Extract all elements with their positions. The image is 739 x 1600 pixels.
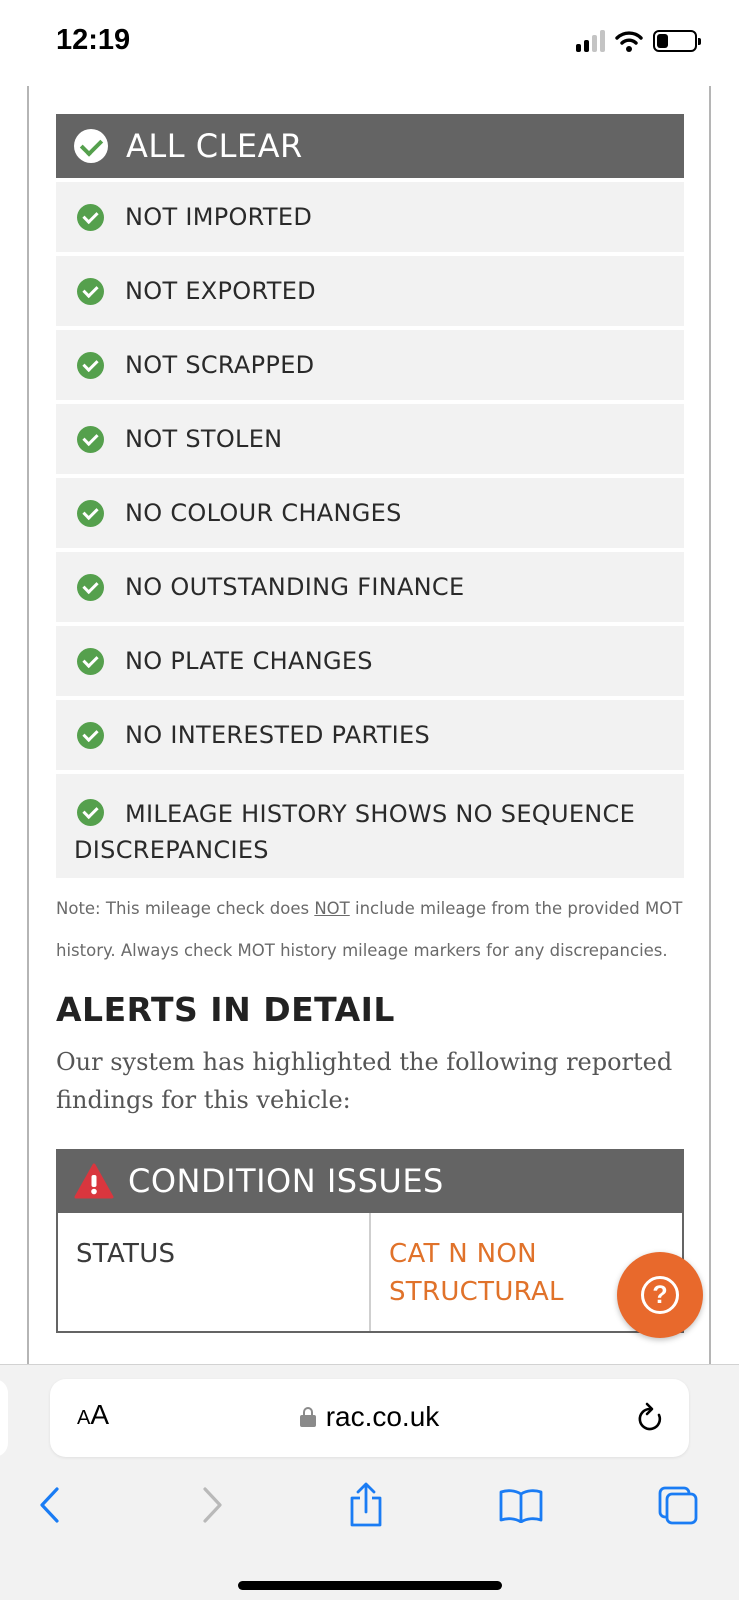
status-bar xyxy=(0,0,739,86)
share-icon xyxy=(347,1482,385,1528)
note-emphasis: NOT xyxy=(314,899,350,918)
check-circle-icon xyxy=(77,352,104,379)
status-label: STATUS xyxy=(58,1213,371,1331)
check-item-label: NO INTERESTED PARTIES xyxy=(125,721,431,749)
mileage-note xyxy=(56,888,684,972)
check-item-label: NOT STOLEN xyxy=(125,425,283,453)
address-bar[interactable] xyxy=(50,1379,689,1457)
check-item-label: NOT EXPORTED xyxy=(125,277,316,305)
status-value: CAT N NON STRUCTURAL xyxy=(389,1239,564,1307)
share-button[interactable] xyxy=(338,1477,394,1533)
check-item-no-colour-changes xyxy=(56,478,684,548)
check-item-label: NO PLATE CHANGES xyxy=(125,647,373,675)
back-button[interactable] xyxy=(22,1477,78,1533)
status-time: 12:19 xyxy=(56,24,131,56)
bookmarks-button[interactable] xyxy=(493,1477,549,1533)
all-clear-title: ALL CLEAR xyxy=(126,127,303,165)
alerts-title: ALERTS IN DETAIL xyxy=(56,990,395,1029)
check-item-label: NO OUTSTANDING FINANCE xyxy=(125,573,465,601)
page-content xyxy=(27,86,711,1364)
wifi-icon xyxy=(615,30,643,52)
battery-icon xyxy=(653,30,697,52)
check-item-label: MILEAGE HISTORY SHOWS NO SEQUENCE DISCREPANCIES xyxy=(74,800,636,864)
aa-big: A xyxy=(90,1399,110,1430)
lock-icon xyxy=(300,1407,316,1427)
check-item-not-scrapped xyxy=(56,330,684,400)
aa-small: A xyxy=(77,1407,91,1429)
check-circle-icon xyxy=(77,574,104,601)
check-item-label: NO COLOUR CHANGES xyxy=(125,499,402,527)
home-indicator[interactable] xyxy=(238,1581,502,1590)
status-icons xyxy=(576,30,697,52)
reload-icon[interactable] xyxy=(635,1401,665,1435)
check-item-no-interested-parties xyxy=(56,700,684,770)
book-icon xyxy=(498,1487,544,1523)
check-item-no-outstanding-finance xyxy=(56,552,684,622)
check-circle-icon xyxy=(77,799,104,826)
note-suffix: include mileage from the provided MOT history. Always check MOT history mileage markers for any discrepancies. xyxy=(56,899,683,960)
check-circle-icon xyxy=(77,426,104,453)
chevron-left-icon xyxy=(37,1486,63,1524)
browser-toolbar xyxy=(0,1364,739,1600)
alerts-description: Our system has highlighted the following reported findings for this vehicle: xyxy=(56,1048,673,1114)
check-circle-icon xyxy=(77,500,104,527)
check-item-not-exported xyxy=(56,256,684,326)
help-button[interactable] xyxy=(617,1252,703,1338)
check-item-not-stolen xyxy=(56,404,684,474)
check-item-no-plate-changes xyxy=(56,626,684,696)
url-display[interactable] xyxy=(50,1401,689,1433)
question-circle-icon: ? xyxy=(641,1276,679,1314)
url-text: rac.co.uk xyxy=(325,1401,440,1432)
check-circle-icon xyxy=(77,278,104,305)
cellular-signal-icon xyxy=(576,30,605,52)
check-item-mileage-history xyxy=(56,774,684,878)
condition-status-table xyxy=(56,1213,684,1333)
check-item-label: NOT SCRAPPED xyxy=(125,351,315,379)
forward-button[interactable] xyxy=(184,1477,240,1533)
check-item-label: NOT IMPORTED xyxy=(125,203,313,231)
check-circle-icon xyxy=(77,722,104,749)
tabs-button[interactable] xyxy=(650,1477,706,1533)
check-circle-icon xyxy=(77,648,104,675)
all-clear-list xyxy=(56,182,684,878)
all-clear-header xyxy=(56,114,684,178)
tabs-icon xyxy=(657,1485,699,1525)
browser-nav-row xyxy=(0,1477,739,1541)
warning-triangle-icon xyxy=(74,1163,114,1199)
previous-tab-edge[interactable] xyxy=(0,1379,8,1457)
condition-issues-header xyxy=(56,1149,684,1213)
check-item-not-imported xyxy=(56,182,684,252)
condition-issues-title: CONDITION ISSUES xyxy=(128,1162,444,1200)
chevron-right-icon xyxy=(199,1486,225,1524)
note-prefix: Note: This mileage check does xyxy=(56,899,315,918)
check-circle-icon xyxy=(74,129,108,163)
check-circle-icon xyxy=(77,204,104,231)
